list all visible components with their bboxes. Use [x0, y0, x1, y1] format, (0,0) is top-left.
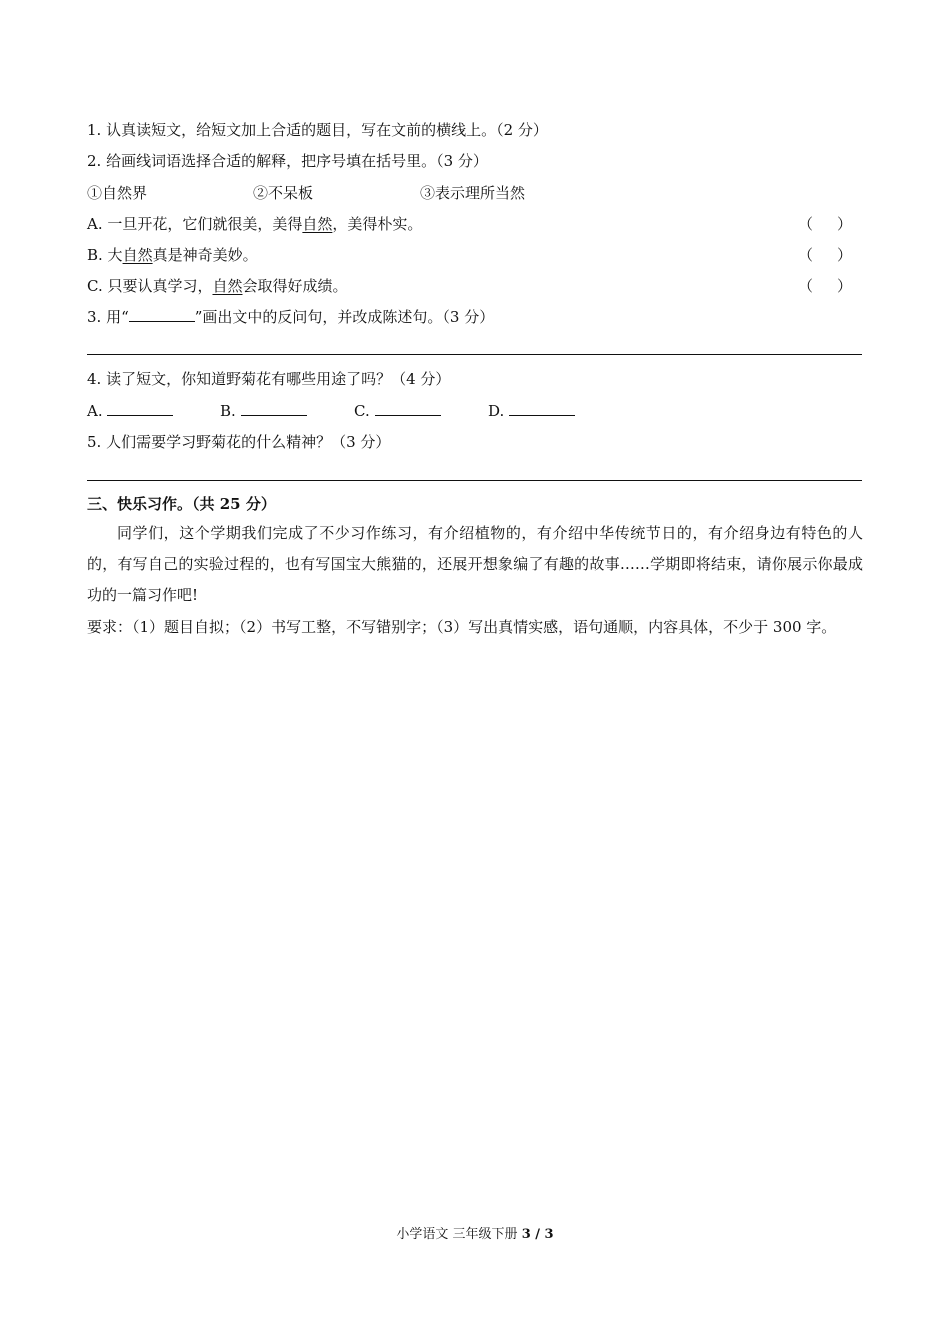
option-3: ③表示理所当然 [420, 184, 526, 202]
q4-blank-b[interactable] [241, 401, 307, 416]
q2-item-a-pre: A. 一旦开花，它们就很美，美得 [87, 215, 303, 233]
option-2: ②不呆板 [253, 184, 314, 202]
q2-item-b-post: 真是神奇美妙。 [152, 246, 258, 264]
q4-choice-d: D. [488, 401, 575, 421]
page-number: 3 / 3 [521, 1227, 554, 1242]
q2-item-a-answer-box: （ ） [798, 215, 853, 233]
q4-blank-c[interactable] [375, 401, 441, 416]
q2-item-b [87, 245, 258, 265]
section-3-requirements: 要求：（1）题目自拟；（2）书写工整，不写错别字；（3）写出真情实感，语句通顺，内容具体，不少于 300 字。 [87, 618, 837, 636]
q4-blank-d[interactable] [509, 401, 575, 416]
page-footer [0, 1226, 950, 1244]
q2-item-a [87, 214, 422, 234]
q2-item-b-pre: B. 大 [87, 246, 123, 264]
q4-choice-b: B. [220, 401, 307, 421]
q3-answer-line[interactable] [87, 354, 862, 355]
q3-pre: 3. 用“ [87, 308, 129, 326]
q2-item-c-word: 自然 [212, 277, 243, 295]
q2-item-c-post: 会取得好成绩。 [242, 277, 348, 295]
question-4: 4. 读了短文，你知道野菊花有哪些用途了吗？（4 分） [87, 370, 451, 388]
q5-answer-line[interactable] [87, 480, 862, 481]
question-2: 2. 给画线词语选择合适的解释，把序号填在括号里。（3 分） [87, 152, 488, 170]
q4-choice-a: A. [87, 401, 173, 421]
footer-subject: 小学语文 三年级下册 [396, 1227, 522, 1242]
section-3-prompt: 同学们，这个学期我们完成了不少习作练习，有介绍植物的，有介绍中华传统节日的，有介绍身边有特色的人的，有写自己的实验过程的，也有写国宝大熊猫的，还展开想象编了有趣的故事……学期即将结束，请你展示你最成功的一篇习作吧! [87, 524, 863, 604]
q2-item-a-post: ，美得朴实。 [332, 215, 423, 233]
q2-item-c-answer-box: （ ） [798, 277, 853, 295]
q2-item-c-pre: C. 只要认真学习， [87, 277, 213, 295]
q2-item-b-word: 自然 [122, 246, 153, 264]
question-1: 1. 认真读短文，给短文加上合适的题目，写在文前的横线上。（2 分） [87, 121, 548, 139]
question-3 [87, 307, 494, 327]
q3-underline-sample [129, 307, 195, 322]
q2-item-a-word: 自然 [302, 215, 333, 233]
question-5: 5. 人们需要学习野菊花的什么精神？（3 分） [87, 433, 391, 451]
q2-item-b-answer-box: （ ） [798, 246, 853, 264]
section-3-title: 三、快乐习作。（共 25 分） [87, 495, 276, 513]
q4-blank-a[interactable] [107, 401, 173, 416]
option-1: ①自然界 [87, 184, 148, 202]
q4-choice-c: C. [354, 401, 441, 421]
q3-post: ”画出文中的反问句，并改成陈述句。（3 分） [194, 308, 495, 326]
q2-item-c [87, 276, 348, 296]
